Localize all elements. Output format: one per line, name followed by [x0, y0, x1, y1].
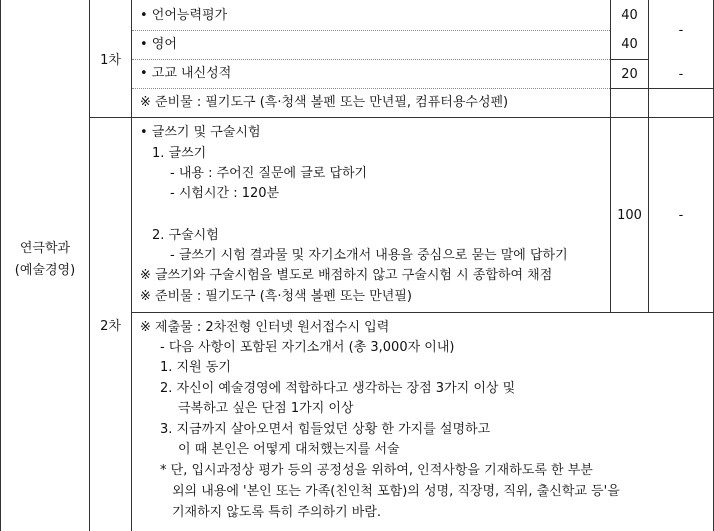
r1-extra-1: -: [678, 22, 684, 38]
r1-score-3: 20: [621, 66, 638, 82]
department-cell: [1, 230, 89, 290]
r1-extra-2: -: [678, 66, 684, 82]
r2-b2-line-10: 기재하지 않도록 특히 주의하기 바람.: [172, 505, 382, 520]
r2-b2-line-9: 외의 내용에 '본인 또는 가족(친인척 포함)의 성명, 직장명, 직위, 출신학교 등'을: [172, 484, 620, 499]
score-divider-2: [610, 88, 713, 89]
r2-b1-line-2: 1. 글쓰기: [152, 146, 207, 161]
r1-score-1: 40: [621, 8, 638, 23]
department-sub: (예술경영): [14, 263, 76, 278]
r2-b2-line-2: - 다음 사항이 포함된 자기소개서 (총 3,000자 이내): [160, 340, 455, 355]
dotted-2: [132, 59, 610, 60]
r2-b2-line-8: * 단, 입시과정상 평가 등의 공정성을 위하여, 인적사항을 기재하도록 한 부분: [160, 463, 593, 478]
r1-item-1: • 언어능력평가: [140, 8, 228, 23]
r2-b1-line-4: - 시험시간 : 120분: [170, 186, 280, 201]
r2-b2-line-5: 극복하고 싶은 단점 1가지 이상: [178, 401, 354, 416]
round1-label: 1차: [100, 53, 121, 68]
r2-extra: -: [678, 207, 684, 223]
round2-label: 2차: [100, 319, 121, 334]
r2-b1-line-3: - 내용 : 주어진 질문에 글로 답하기: [170, 166, 368, 181]
r2-score: 100: [617, 207, 642, 223]
r1-prep: ※ 준비물 : 필기도구 (흑·청색 볼펜 또는 만년필, 컴퓨터용수성펜): [140, 95, 509, 110]
r1-score-2: 40: [621, 37, 638, 52]
r2-b1-line-8: ※ 준비물 : 필기도구 (흑·청색 볼펜 또는 만년필): [140, 289, 412, 304]
divider-round: [131, 0, 132, 531]
r2-b1-line-6: - 글쓰기 시험 결과물 및 자기소개서 내용을 중심으로 묻는 말에 답하기: [170, 248, 568, 263]
r2-b1-line-7: ※ 글쓰기와 구술시험을 별도로 배점하지 않고 구술시험 시 종합하여 채점: [140, 268, 553, 283]
r2-b2-line-7: 이 때 본인은 어떻게 대처했는지를 서술: [178, 442, 400, 457]
department-name: 연극학과: [19, 241, 71, 256]
dotted-3: [132, 88, 610, 89]
block-divider: [131, 312, 713, 313]
dotted-1: [132, 30, 610, 31]
r2-b1-line-5: 2. 구술시험: [152, 228, 219, 243]
r2-b2-line-1: ※ 제출물 : 2차전형 인터넷 원서접수시 입력: [140, 320, 390, 335]
r2-b2-line-3: 1. 지원 동기: [160, 360, 231, 375]
r1-item-2: • 영어: [140, 37, 177, 52]
r2-b2-line-4: 2. 자신이 예술경영에 적합하다고 생각하는 장점 3가지 이상 및: [160, 381, 516, 396]
r2-b2-line-6: 3. 지금까지 살아오면서 힘들었던 상황 한 가지를 설명하고: [160, 422, 491, 437]
r1-item-3: • 고교 내신성적: [140, 66, 232, 81]
r2-b1-line-1: • 글쓰기 및 구술시험: [140, 125, 261, 140]
